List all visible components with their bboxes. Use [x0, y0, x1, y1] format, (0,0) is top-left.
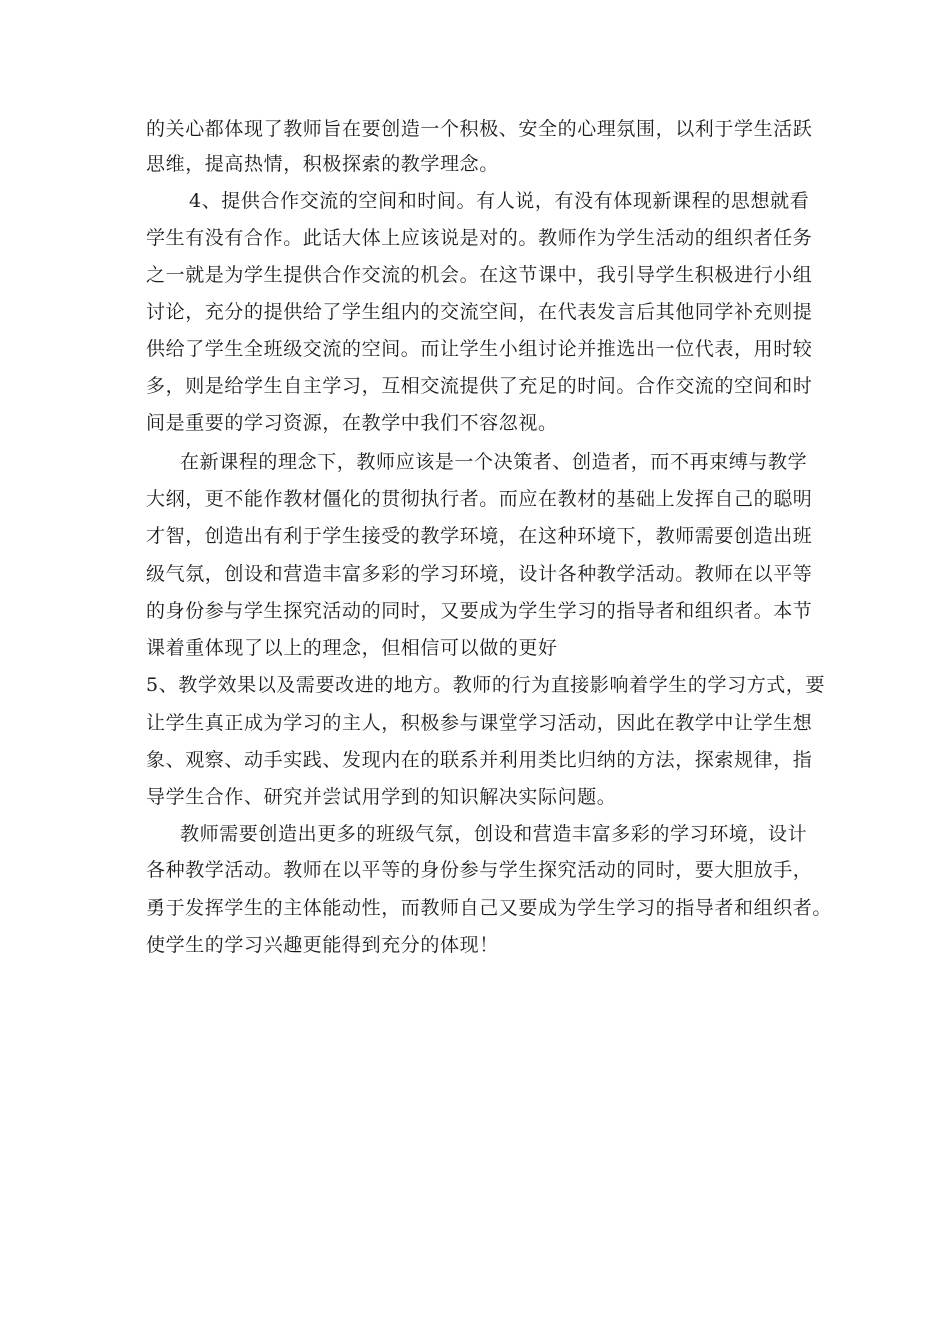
text-line: 象、观察、动手实践、发现内在的联系并利用类比归纳的方法，探索规律，指: [146, 749, 813, 771]
text-line: 勇于发挥学生的主体能动性，而教师自己又要成为学生学习的指导者和组织者。: [146, 897, 833, 919]
text-line: 的关心都体现了教师旨在要创造一个积极、安全的心理氛围，以利于学生活跃: [146, 118, 813, 140]
text-line: 4、提供合作交流的空间和时间。有人说，有没有体现新课程的思想就看: [189, 190, 810, 212]
text-line: 之一就是为学生提供合作交流的机会。在这节课中，我引导学生积极进行小组: [146, 264, 813, 286]
text-line: 思维，提高热情，积极探索的教学理念。: [146, 153, 499, 175]
text-line: 学生有没有合作。此话大体上应该说是对的。教师作为学生活动的组织者任务: [146, 227, 813, 249]
text-line: 使学生的学习兴趣更能得到充分的体现！: [146, 934, 499, 956]
text-line: 大纲，更不能作教材僵化的贯彻执行者。而应在教材的基础上发挥自己的聪明: [146, 488, 813, 510]
text-line: 5、教学效果以及需要改进的地方。教师的行为直接影响着学生的学习方式，要: [146, 674, 826, 696]
text-line: 间是重要的学习资源，在教学中我们不容忽视。: [146, 412, 558, 434]
text-line: 的身份参与学生探究活动的同时，又要成为学生学习的指导者和组织者。本节: [146, 600, 813, 622]
text-line: 导学生合作、研究并尝试用学到的知识解决实际问题。: [146, 786, 617, 808]
text-line: 讨论，充分的提供给了学生组内的交流空间，在代表发言后其他同学补充则提: [146, 301, 813, 323]
text-line: 多，则是给学生自主学习，互相交流提供了充足的时间。合作交流的空间和时: [146, 375, 813, 397]
text-line: 让学生真正成为学习的主人，积极参与课堂学习活动，因此在教学中让学生想: [146, 712, 813, 734]
text-line: 课着重体现了以上的理念，但相信可以做的更好: [146, 637, 558, 659]
text-line: 才智，创造出有利于学生接受的教学环境，在这种环境下，教师需要创造出班: [146, 525, 813, 547]
text-line: 在新课程的理念下，教师应该是一个决策者、创造者，而不再束缚与教学: [180, 451, 808, 473]
text-line: 各种教学活动。教师在以平等的身份参与学生探究活动的同时，要大胆放手，: [146, 859, 813, 881]
text-line: 供给了学生全班级交流的空间。而让学生小组讨论并推选出一位代表，用时较: [146, 338, 813, 360]
text-line: 教师需要创造出更多的班级气氛，创设和营造丰富多彩的学习环境，设计: [180, 823, 808, 845]
text-line: 级气氛，创设和营造丰富多彩的学习环境，设计各种教学活动。教师在以平等: [146, 563, 813, 585]
